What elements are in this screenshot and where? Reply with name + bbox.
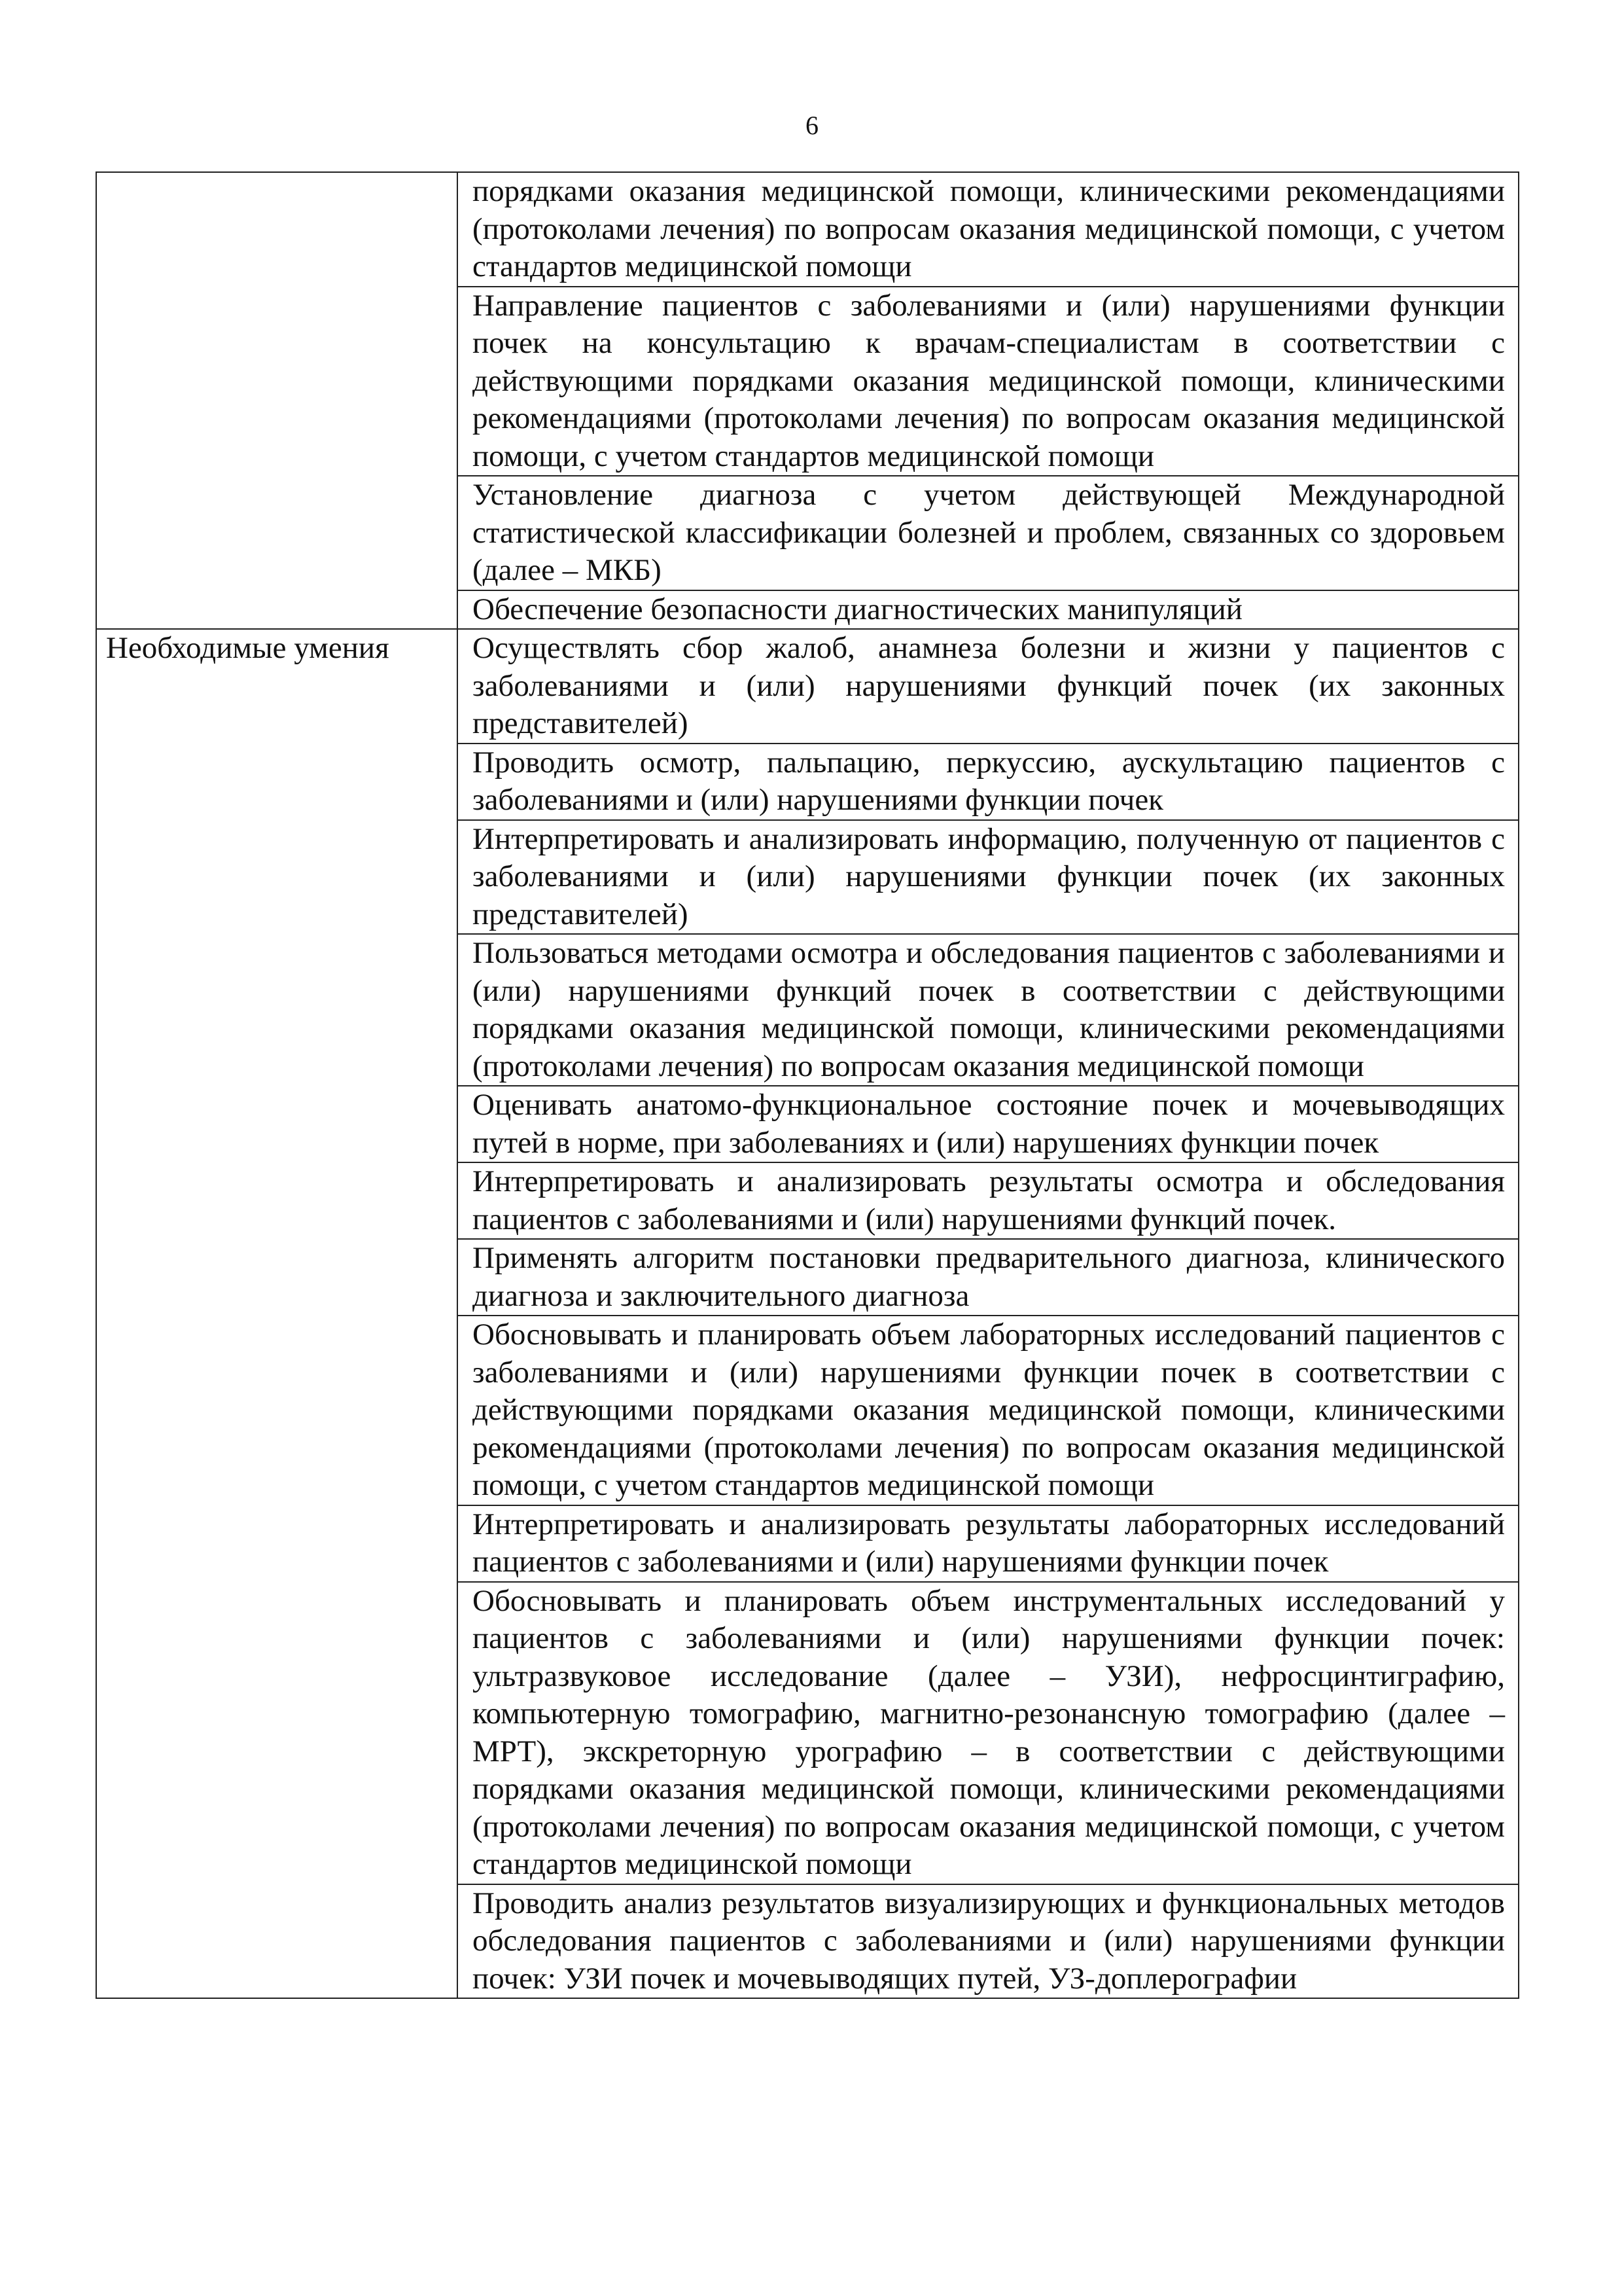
section-label-cell bbox=[96, 629, 457, 1998]
table-cell: Интерпретировать и анализировать результаты лабораторных исследований пациентов с заболеваниями и (или) нарушениями функции почек bbox=[457, 1505, 1519, 1582]
table-cell: Интерпретировать и анализировать результаты осмотра и обследования пациентов с заболеваниями и (или) нарушениями функций почек. bbox=[457, 1162, 1519, 1239]
table-row bbox=[96, 172, 1519, 287]
table-cell: Обосновывать и планировать объем лабораторных исследований пациентов с заболеваниями и (или) нарушениями функции почек в соответствии с действующими порядками оказания медицинской помощи, клиническими рекомендациями (протоколами лечения) по вопросам оказания медицинской помощи, с учетом стандартов медицинской помощи bbox=[457, 1316, 1519, 1505]
table-cell: Оценивать анатомо-функциональное состояние почек и мочевыводящих путей в норме, при заболеваниях и (или) нарушениях функции почек bbox=[457, 1086, 1519, 1162]
table-row bbox=[96, 629, 1519, 744]
table-cell: Применять алгоритм постановки предварительного диагноза, клинического диагноза и заключительного диагноза bbox=[457, 1239, 1519, 1316]
table-cell: Обеспечение безопасности диагностических манипуляций bbox=[457, 590, 1519, 630]
section-label-cell bbox=[96, 172, 457, 629]
table-cell: Пользоваться методами осмотра и обследования пациентов с заболеваниями и (или) нарушениями функций почек в соответствии с действующими порядками оказания медицинской помощи, клиническими рекомендациями (протоколами лечения) по вопросам оказания медицинской помощи bbox=[457, 934, 1519, 1086]
table-cell: Обосновывать и планировать объем инструментальных исследований у пациентов с заболеваниями и (или) нарушениями функции почек: ультразвуковое исследование (далее – УЗИ), нефросцинтиграфию, компьютерную томографию, магнитно-резонансную томографию (далее – МРТ), экскреторную урографию – в соответствии с действующими порядками оказания медицинской помощи, клиническими рекомендациями (протоколами лечения) по вопросам оказания медицинской помощи, с учетом стандартов медицинской помощи bbox=[457, 1582, 1519, 1884]
table-cell: Интерпретировать и анализировать информацию, полученную от пациентов с заболеваниями и (или) нарушениями функции почек (их законных представителей) bbox=[457, 820, 1519, 935]
page-number: 6 bbox=[805, 111, 819, 140]
table-cell: Установление диагноза с учетом действующей Международной статистической классификации болезней и проблем, связанных со здоровьем (далее – МКБ) bbox=[457, 476, 1519, 590]
table-cell: Направление пациентов с заболеваниями и (или) нарушениями функции почек на консультацию к врачам-специалистам в соответствии с действующими порядками оказания медицинской помощи, клиническими рекомендациями (протоколами лечения) по вопросам оказания медицинской помощи, с учетом стандартов медицинской помощи bbox=[457, 287, 1519, 476]
table-cell: Осуществлять сбор жалоб, анамнеза болезни и жизни у пациентов с заболеваниями и (или) нарушениями функций почек (их законных представителей) bbox=[457, 629, 1519, 744]
table-cell: порядками оказания медицинской помощи, клиническими рекомендациями (протоколами лечения) по вопросам оказания медицинской помощи, с учетом стандартов медицинской помощи bbox=[457, 172, 1519, 287]
table-cell: Проводить анализ результатов визуализирующих и функциональных методов обследования пациентов с заболеваниями и (или) нарушениями функции почек: УЗИ почек и мочевыводящих путей, УЗ-доплерографии bbox=[457, 1884, 1519, 1999]
requirements-table bbox=[96, 171, 1519, 1999]
section-label: Необходимые умения bbox=[106, 631, 389, 665]
table-cell: Проводить осмотр, пальпацию, перкуссию, аускультацию пациентов с заболеваниями и (или) нарушениями функции почек bbox=[457, 744, 1519, 820]
